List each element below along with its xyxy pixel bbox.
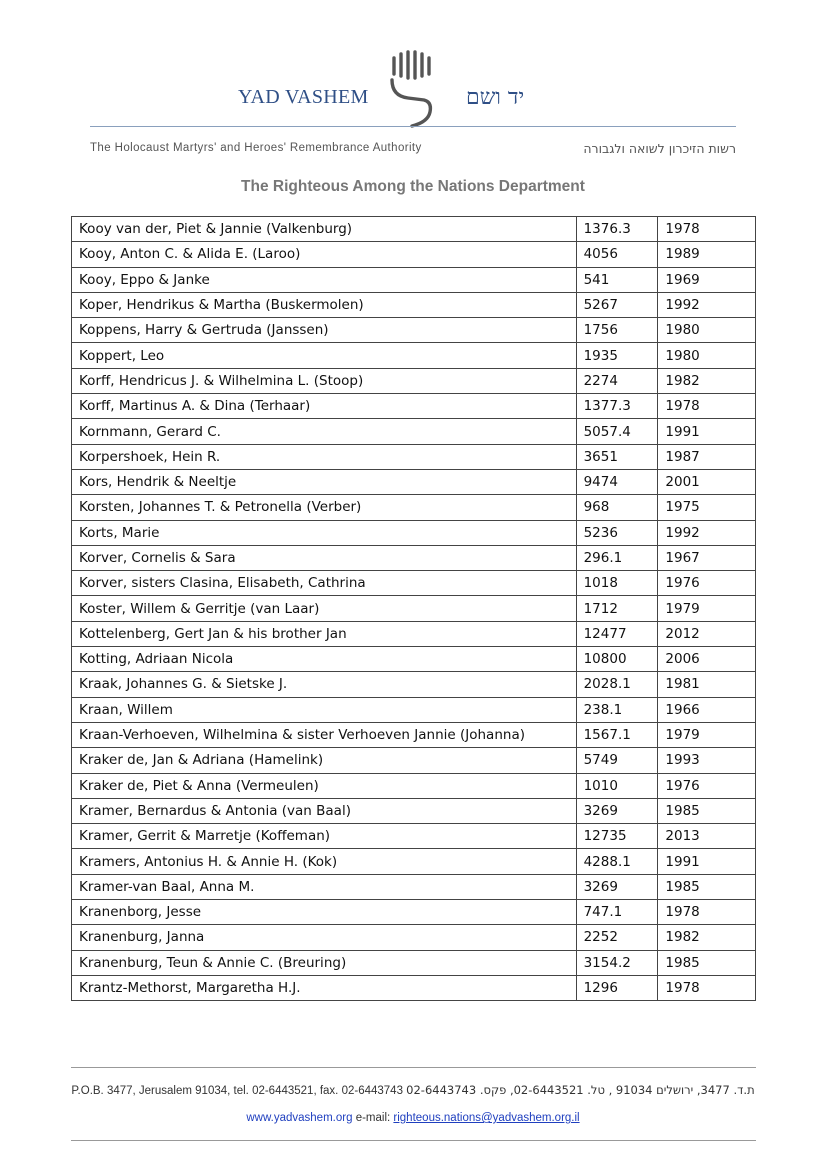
- file-number-cell: 541: [576, 267, 658, 292]
- table-row: [72, 748, 756, 773]
- file-number-cell: 3154.2: [576, 950, 658, 975]
- recognition-year-cell: 1985: [658, 798, 756, 823]
- file-number-cell: 1296: [576, 975, 658, 1000]
- email-link[interactable]: righteous.nations@yadvashem.org.il: [393, 1112, 580, 1124]
- file-number-cell: 1712: [576, 596, 658, 621]
- honoree-name-cell: Kooy, Eppo & Janke: [72, 267, 577, 292]
- honoree-name-cell: Kramers, Antonius H. & Annie H. (Kok): [72, 849, 577, 874]
- recognition-year-cell: 1980: [658, 343, 756, 368]
- honoree-name-cell: Korsten, Johannes T. & Petronella (Verber): [72, 495, 577, 520]
- table-row: [72, 950, 756, 975]
- honoree-name-cell: Korff, Hendricus J. & Wilhelmina L. (Stoop): [72, 368, 577, 393]
- table-row: [72, 444, 756, 469]
- website-link[interactable]: www.yadvashem.org: [246, 1112, 353, 1124]
- file-number-cell: 3269: [576, 798, 658, 823]
- recognition-year-cell: 1979: [658, 722, 756, 747]
- file-number-cell: 1376.3: [576, 217, 658, 242]
- table-row: [72, 900, 756, 925]
- file-number-cell: 5236: [576, 520, 658, 545]
- letterhead: [0, 0, 826, 200]
- recognition-year-cell: 1966: [658, 697, 756, 722]
- file-number-cell: 1377.3: [576, 394, 658, 419]
- honoree-name-cell: Kranenborg, Jesse: [72, 900, 577, 925]
- honoree-name-cell: Kramer, Bernardus & Antonia (van Baal): [72, 798, 577, 823]
- file-number-cell: 5267: [576, 292, 658, 317]
- recognition-year-cell: 1981: [658, 672, 756, 697]
- honoree-name-cell: Koper, Hendrikus & Martha (Buskermolen): [72, 292, 577, 317]
- table-row: [72, 318, 756, 343]
- recognition-year-cell: 1967: [658, 545, 756, 570]
- table-row: [72, 520, 756, 545]
- recognition-year-cell: 2001: [658, 469, 756, 494]
- file-number-cell: 968: [576, 495, 658, 520]
- table-row: [72, 621, 756, 646]
- honoree-name-cell: Krantz-Methorst, Margaretha H.J.: [72, 975, 577, 1000]
- righteous-records-table: [71, 216, 756, 1001]
- table-row: [72, 394, 756, 419]
- honoree-name-cell: Kranenburg, Janna: [72, 925, 577, 950]
- table-row: [72, 773, 756, 798]
- authority-name-hebrew: רשות הזיכרון לשואה ולגבורה: [583, 141, 736, 156]
- honoree-name-cell: Kotting, Adriaan Nicola: [72, 647, 577, 672]
- recognition-year-cell: 1982: [658, 925, 756, 950]
- file-number-cell: 1018: [576, 571, 658, 596]
- file-number-cell: 747.1: [576, 900, 658, 925]
- honoree-name-cell: Kooy, Anton C. & Alida E. (Laroo): [72, 242, 577, 267]
- honoree-name-cell: Korver, sisters Clasina, Elisabeth, Cathrina: [72, 571, 577, 596]
- honoree-name-cell: Koppens, Harry & Gertruda (Janssen): [72, 318, 577, 343]
- table-row: [72, 545, 756, 570]
- honoree-name-cell: Kraan, Willem: [72, 697, 577, 722]
- honoree-name-cell: Kraak, Johannes G. & Sietske J.: [72, 672, 577, 697]
- table-row: [72, 874, 756, 899]
- table-row: [72, 722, 756, 747]
- table-row: [72, 697, 756, 722]
- file-number-cell: 1010: [576, 773, 658, 798]
- file-number-cell: 12735: [576, 824, 658, 849]
- file-number-cell: 4056: [576, 242, 658, 267]
- authority-line: [90, 142, 736, 158]
- recognition-year-cell: 1985: [658, 874, 756, 899]
- file-number-cell: 1756: [576, 318, 658, 343]
- email-label: e-mail:: [355, 1112, 391, 1124]
- honoree-name-cell: Kranenburg, Teun & Annie C. (Breuring): [72, 950, 577, 975]
- recognition-year-cell: 1978: [658, 217, 756, 242]
- recognition-year-cell: 1989: [658, 242, 756, 267]
- recognition-year-cell: 1975: [658, 495, 756, 520]
- recognition-year-cell: 1993: [658, 748, 756, 773]
- table-row: [72, 798, 756, 823]
- recognition-year-cell: 1992: [658, 520, 756, 545]
- honoree-name-cell: Kraker de, Piet & Anna (Vermeulen): [72, 773, 577, 798]
- file-number-cell: 10800: [576, 647, 658, 672]
- recognition-year-cell: 1976: [658, 571, 756, 596]
- table-row: [72, 267, 756, 292]
- honoree-name-cell: Kottelenberg, Gert Jan & his brother Jan: [72, 621, 577, 646]
- table-row: [72, 368, 756, 393]
- table-row: [72, 419, 756, 444]
- file-number-cell: 1567.1: [576, 722, 658, 747]
- footer-contact: [0, 1112, 826, 1124]
- file-number-cell: 5749: [576, 748, 658, 773]
- honoree-name-cell: Kraker de, Jan & Adriana (Hamelink): [72, 748, 577, 773]
- recognition-year-cell: 1978: [658, 975, 756, 1000]
- department-title: The Righteous Among the Nations Department: [241, 178, 585, 195]
- honoree-name-cell: Kors, Hendrik & Neeltje: [72, 469, 577, 494]
- recognition-year-cell: 2012: [658, 621, 756, 646]
- honoree-name-cell: Kooy van der, Piet & Jannie (Valkenburg): [72, 217, 577, 242]
- file-number-cell: 2274: [576, 368, 658, 393]
- brand-name-english: YAD VASHEM: [238, 86, 369, 108]
- honoree-name-cell: Kraan-Verhoeven, Wilhelmina & sister Verhoeven Jannie (Johanna): [72, 722, 577, 747]
- table-row: [72, 217, 756, 242]
- recognition-year-cell: 1978: [658, 900, 756, 925]
- recognition-year-cell: 1969: [658, 267, 756, 292]
- table-row: [72, 495, 756, 520]
- recognition-year-cell: 1982: [658, 368, 756, 393]
- honoree-name-cell: Korts, Marie: [72, 520, 577, 545]
- footer-address-hebrew: ת.ד. 3477, ירושלים 91034 , טל. 02-6443521, פקס. 02-6443743: [406, 1083, 755, 1097]
- menorah-logo-icon: [386, 50, 438, 130]
- honoree-name-cell: Kramer, Gerrit & Marretje (Koffeman): [72, 824, 577, 849]
- table-row: [72, 596, 756, 621]
- file-number-cell: 2252: [576, 925, 658, 950]
- header-divider: [90, 126, 736, 127]
- file-number-cell: 4288.1: [576, 849, 658, 874]
- file-number-cell: 238.1: [576, 697, 658, 722]
- recognition-year-cell: 2006: [658, 647, 756, 672]
- honoree-name-cell: Kramer-van Baal, Anna M.: [72, 874, 577, 899]
- recognition-year-cell: 1992: [658, 292, 756, 317]
- honoree-name-cell: Koster, Willem & Gerritje (van Laar): [72, 596, 577, 621]
- recognition-year-cell: 1987: [658, 444, 756, 469]
- footer-address: [0, 1083, 826, 1097]
- file-number-cell: 2028.1: [576, 672, 658, 697]
- honoree-name-cell: Korpershoek, Hein R.: [72, 444, 577, 469]
- table-row: [72, 292, 756, 317]
- recognition-year-cell: 1976: [658, 773, 756, 798]
- honoree-name-cell: Kornmann, Gerard C.: [72, 419, 577, 444]
- recognition-year-cell: 1980: [658, 318, 756, 343]
- recognition-year-cell: 1991: [658, 419, 756, 444]
- table-row: [72, 925, 756, 950]
- honoree-name-cell: Korff, Martinus A. & Dina (Terhaar): [72, 394, 577, 419]
- file-number-cell: 3269: [576, 874, 658, 899]
- recognition-year-cell: 2013: [658, 824, 756, 849]
- recognition-year-cell: 1979: [658, 596, 756, 621]
- table-row: [72, 242, 756, 267]
- file-number-cell: 9474: [576, 469, 658, 494]
- table-row: [72, 469, 756, 494]
- recognition-year-cell: 1991: [658, 849, 756, 874]
- table-row: [72, 975, 756, 1000]
- recognition-year-cell: 1978: [658, 394, 756, 419]
- honoree-name-cell: Korver, Cornelis & Sara: [72, 545, 577, 570]
- table-row: [72, 824, 756, 849]
- brand-name-hebrew: יד ושם: [466, 85, 525, 110]
- file-number-cell: 12477: [576, 621, 658, 646]
- file-number-cell: 296.1: [576, 545, 658, 570]
- file-number-cell: 3651: [576, 444, 658, 469]
- table-row: [72, 647, 756, 672]
- table-row: [72, 849, 756, 874]
- footer-divider-bottom: [71, 1140, 756, 1141]
- footer-divider-top: [71, 1067, 756, 1068]
- recognition-year-cell: 1985: [658, 950, 756, 975]
- table-row: [72, 571, 756, 596]
- table-row: [72, 672, 756, 697]
- authority-name-english: The Holocaust Martyrs' and Heroes' Remembrance Authority: [90, 142, 422, 154]
- honoree-name-cell: Koppert, Leo: [72, 343, 577, 368]
- file-number-cell: 5057.4: [576, 419, 658, 444]
- footer-address-english: P.O.B. 3477, Jerusalem 91034, tel. 02-6443521, fax. 02-6443743: [71, 1085, 403, 1097]
- table-row: [72, 343, 756, 368]
- file-number-cell: 1935: [576, 343, 658, 368]
